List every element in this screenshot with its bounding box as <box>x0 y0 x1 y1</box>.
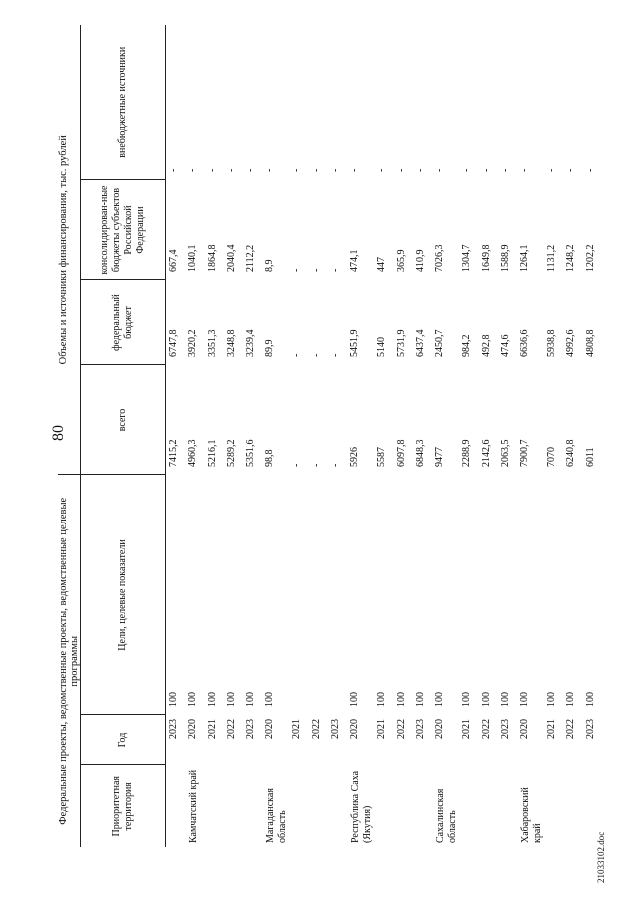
federal-cell: 3920,2 <box>187 329 199 357</box>
total-cell: 6097,8 <box>395 439 407 467</box>
federal-cell: 2450,7 <box>434 329 446 357</box>
header-row <box>81 25 166 847</box>
table-row <box>413 25 432 847</box>
regional-cell: - <box>291 268 303 272</box>
territory-cell <box>394 765 413 847</box>
extra-cell: - <box>206 168 218 172</box>
col-federal-header: федеральный бюджет <box>81 280 166 365</box>
goal-cell <box>328 475 347 715</box>
year-cell: 2023 <box>168 719 179 739</box>
total-cell: 6848,3 <box>414 439 426 467</box>
extra-cell: - <box>187 168 199 172</box>
goal-cell: 100 <box>206 692 218 707</box>
federal-cell: 6747,8 <box>168 329 179 357</box>
total-cell: 6240,8 <box>565 439 577 467</box>
total-cell: 4960,3 <box>187 439 199 467</box>
year-cell: 2022 <box>395 719 407 739</box>
year-cell: 2023 <box>584 719 596 739</box>
table-row <box>185 25 204 847</box>
federal-cell: - <box>330 353 342 357</box>
year-cell: 2020 <box>187 719 199 739</box>
col-year-header: Год <box>81 715 166 765</box>
regional-cell: 7026,3 <box>434 244 446 272</box>
extra-cell: - <box>291 168 303 172</box>
goal-cell: 100 <box>264 692 276 707</box>
territory-cell <box>289 765 308 847</box>
col-extra-header: внебюджетные источники <box>81 25 166 180</box>
group-projects-header: Федеральные проекты, ведомственные проекты, ведомственные целевые программы <box>58 475 81 847</box>
goal-cell: 100 <box>376 692 388 707</box>
federal-cell: 4992,6 <box>565 329 577 357</box>
territory-cell: Магаданская область <box>265 788 289 843</box>
territory-cell <box>459 765 478 847</box>
regional-cell: 365,9 <box>395 249 407 272</box>
goal-cell: 100 <box>168 692 179 707</box>
extra-cell: - <box>349 168 361 172</box>
extra-cell: - <box>376 168 388 172</box>
regional-cell: 447 <box>376 257 388 272</box>
federal-cell: - <box>291 353 303 357</box>
regional-cell: 1202,2 <box>584 244 596 272</box>
total-cell: 5587 <box>376 447 388 467</box>
year-cell: 2023 <box>414 719 426 739</box>
goal-cell: 100 <box>480 692 492 707</box>
goal-cell: 100 <box>349 692 361 707</box>
goal-cell: 100 <box>461 692 473 707</box>
goal-cell: 100 <box>584 692 596 707</box>
regional-cell: 1864,8 <box>206 244 218 272</box>
goal-cell: 100 <box>546 692 558 707</box>
year-cell: 2021 <box>376 719 388 739</box>
regional-cell: 410,9 <box>414 249 426 272</box>
federal-cell: 5140 <box>376 337 388 357</box>
year-cell: 2022 <box>565 719 577 739</box>
territory-cell <box>563 765 582 847</box>
total-cell: 7900,7 <box>519 439 531 467</box>
extra-cell: - <box>499 168 511 172</box>
col-goals-header: Цели, целевые показатели <box>81 475 166 715</box>
table-row <box>498 25 517 847</box>
extra-cell: - <box>519 168 531 172</box>
table-row <box>309 25 328 847</box>
territory-cell <box>328 765 347 847</box>
total-cell: 98,8 <box>264 449 276 467</box>
federal-cell: 5731,9 <box>395 329 407 357</box>
federal-cell: 6437,4 <box>414 329 426 357</box>
extra-cell: - <box>310 168 322 172</box>
territory-cell <box>413 765 432 847</box>
goal-cell: 100 <box>187 692 199 707</box>
table-row <box>517 25 544 847</box>
table-row <box>374 25 393 847</box>
territory-cell <box>544 765 563 847</box>
table-row <box>328 25 347 847</box>
regional-cell: 2040,4 <box>225 244 237 272</box>
territory-cell: Хабаровский край <box>520 787 544 843</box>
goal-cell: 100 <box>565 692 577 707</box>
goal-cell: 100 <box>499 692 511 707</box>
table-body <box>166 25 603 847</box>
year-cell: 2023 <box>330 719 342 739</box>
total-cell: 7415,2 <box>168 439 179 467</box>
page-number: 80 <box>50 425 67 441</box>
goal-cell <box>289 475 308 715</box>
total-cell: - <box>330 463 342 467</box>
table-row <box>563 25 582 847</box>
year-cell: 2022 <box>310 719 322 739</box>
table-row <box>544 25 563 847</box>
extra-cell: - <box>461 168 473 172</box>
group-financing-header: Объемы и источники финансирования, тыс. рублей <box>58 25 81 475</box>
total-cell: 2142,6 <box>480 439 492 467</box>
extra-cell: - <box>480 168 492 172</box>
territory-cell <box>479 765 498 847</box>
table-row <box>262 25 289 847</box>
table-row <box>479 25 498 847</box>
year-cell: 2023 <box>245 719 257 739</box>
extra-cell: - <box>225 168 237 172</box>
federal-cell: 984,2 <box>461 334 473 357</box>
financing-table-rotated <box>58 25 596 847</box>
extra-cell: - <box>565 168 577 172</box>
table-row <box>459 25 478 847</box>
federal-cell: 3248,8 <box>225 329 237 357</box>
regional-cell: 2112,2 <box>245 244 257 272</box>
col-territory-header: Приоритетная территория <box>81 765 166 847</box>
total-cell: 7070 <box>546 447 558 467</box>
extra-cell: - <box>434 168 446 172</box>
extra-cell: - <box>546 168 558 172</box>
extra-cell: - <box>168 168 179 172</box>
federal-cell: 6636,6 <box>519 329 531 357</box>
extra-cell: - <box>395 168 407 172</box>
territory-cell <box>166 765 186 847</box>
table-row <box>289 25 308 847</box>
regional-cell: 1304,7 <box>461 244 473 272</box>
goal-cell: 100 <box>225 692 237 707</box>
extra-cell: - <box>245 168 257 172</box>
total-cell: 6011 <box>584 447 596 467</box>
federal-cell: 3239,4 <box>245 329 257 357</box>
year-cell: 2023 <box>499 719 511 739</box>
territory-cell <box>243 765 262 847</box>
year-cell: 2020 <box>434 719 446 739</box>
goal-cell: 100 <box>414 692 426 707</box>
regional-cell: - <box>310 268 322 272</box>
total-cell: 5351,6 <box>245 439 257 467</box>
regional-cell: 1649,8 <box>480 244 492 272</box>
territory-cell <box>498 765 517 847</box>
extra-cell: - <box>414 168 426 172</box>
regional-cell: 667,4 <box>168 249 179 272</box>
regional-cell: - <box>330 268 342 272</box>
total-cell: - <box>291 463 303 467</box>
year-cell: 2022 <box>480 719 492 739</box>
territory-cell: Камчатский край <box>188 769 200 843</box>
col-total-header: всего <box>81 365 166 475</box>
goal-cell: 100 <box>519 692 531 707</box>
federal-cell: 4808,8 <box>584 329 596 357</box>
territory-cell: Республика Саха (Якутия) <box>350 770 374 843</box>
regional-cell: 1264,1 <box>519 244 531 272</box>
year-cell: 2021 <box>291 719 303 739</box>
goal-cell: 100 <box>245 692 257 707</box>
federal-cell: 492,8 <box>480 334 492 357</box>
year-cell: 2021 <box>546 719 558 739</box>
table-row <box>166 25 186 847</box>
territory-cell <box>224 765 243 847</box>
goal-cell <box>309 475 328 715</box>
col-regional-header: консолидирован-ные бюджеты субъектов Российской Федерации <box>81 180 166 280</box>
regional-cell: 474,1 <box>349 249 361 272</box>
document-id: 21033102.doc <box>596 831 606 883</box>
federal-cell: 5938,8 <box>546 329 558 357</box>
year-cell: 2021 <box>206 719 218 739</box>
extra-cell: - <box>264 168 276 172</box>
regional-cell: 8,9 <box>264 259 276 272</box>
extra-cell: - <box>330 168 342 172</box>
table-row <box>243 25 262 847</box>
federal-cell: - <box>310 353 322 357</box>
table-row <box>347 25 374 847</box>
table-row <box>394 25 413 847</box>
year-cell: 2020 <box>349 719 361 739</box>
territory-cell: Сахалинская область <box>435 788 459 843</box>
regional-cell: 1248,2 <box>565 244 577 272</box>
total-cell: 9477 <box>434 447 446 467</box>
total-cell: 5289,2 <box>225 439 237 467</box>
total-cell: 2063,5 <box>499 439 511 467</box>
federal-cell: 474,6 <box>499 334 511 357</box>
federal-cell: 3351,3 <box>206 329 218 357</box>
year-cell: 2020 <box>264 719 276 739</box>
table-row <box>583 25 602 847</box>
federal-cell: 89,9 <box>264 339 276 357</box>
territory-cell <box>205 765 224 847</box>
goal-cell: 100 <box>395 692 407 707</box>
total-cell: - <box>310 463 322 467</box>
total-cell: 5216,1 <box>206 439 218 467</box>
table-row <box>224 25 243 847</box>
year-cell: 2020 <box>519 719 531 739</box>
territory-cell <box>309 765 328 847</box>
financing-table <box>58 25 602 847</box>
regional-cell: 1131,2 <box>546 244 558 272</box>
total-cell: 2288,9 <box>461 439 473 467</box>
regional-cell: 1588,9 <box>499 244 511 272</box>
year-cell: 2021 <box>461 719 473 739</box>
goal-cell: 100 <box>434 692 446 707</box>
table-row <box>432 25 459 847</box>
table-row <box>205 25 224 847</box>
regional-cell: 1040,1 <box>187 244 199 272</box>
federal-cell: 5451,9 <box>349 329 361 357</box>
year-cell: 2022 <box>225 719 237 739</box>
extra-cell: - <box>584 168 596 172</box>
territory-cell <box>374 765 393 847</box>
header-group-row <box>58 25 81 847</box>
total-cell: 5926 <box>349 447 361 467</box>
